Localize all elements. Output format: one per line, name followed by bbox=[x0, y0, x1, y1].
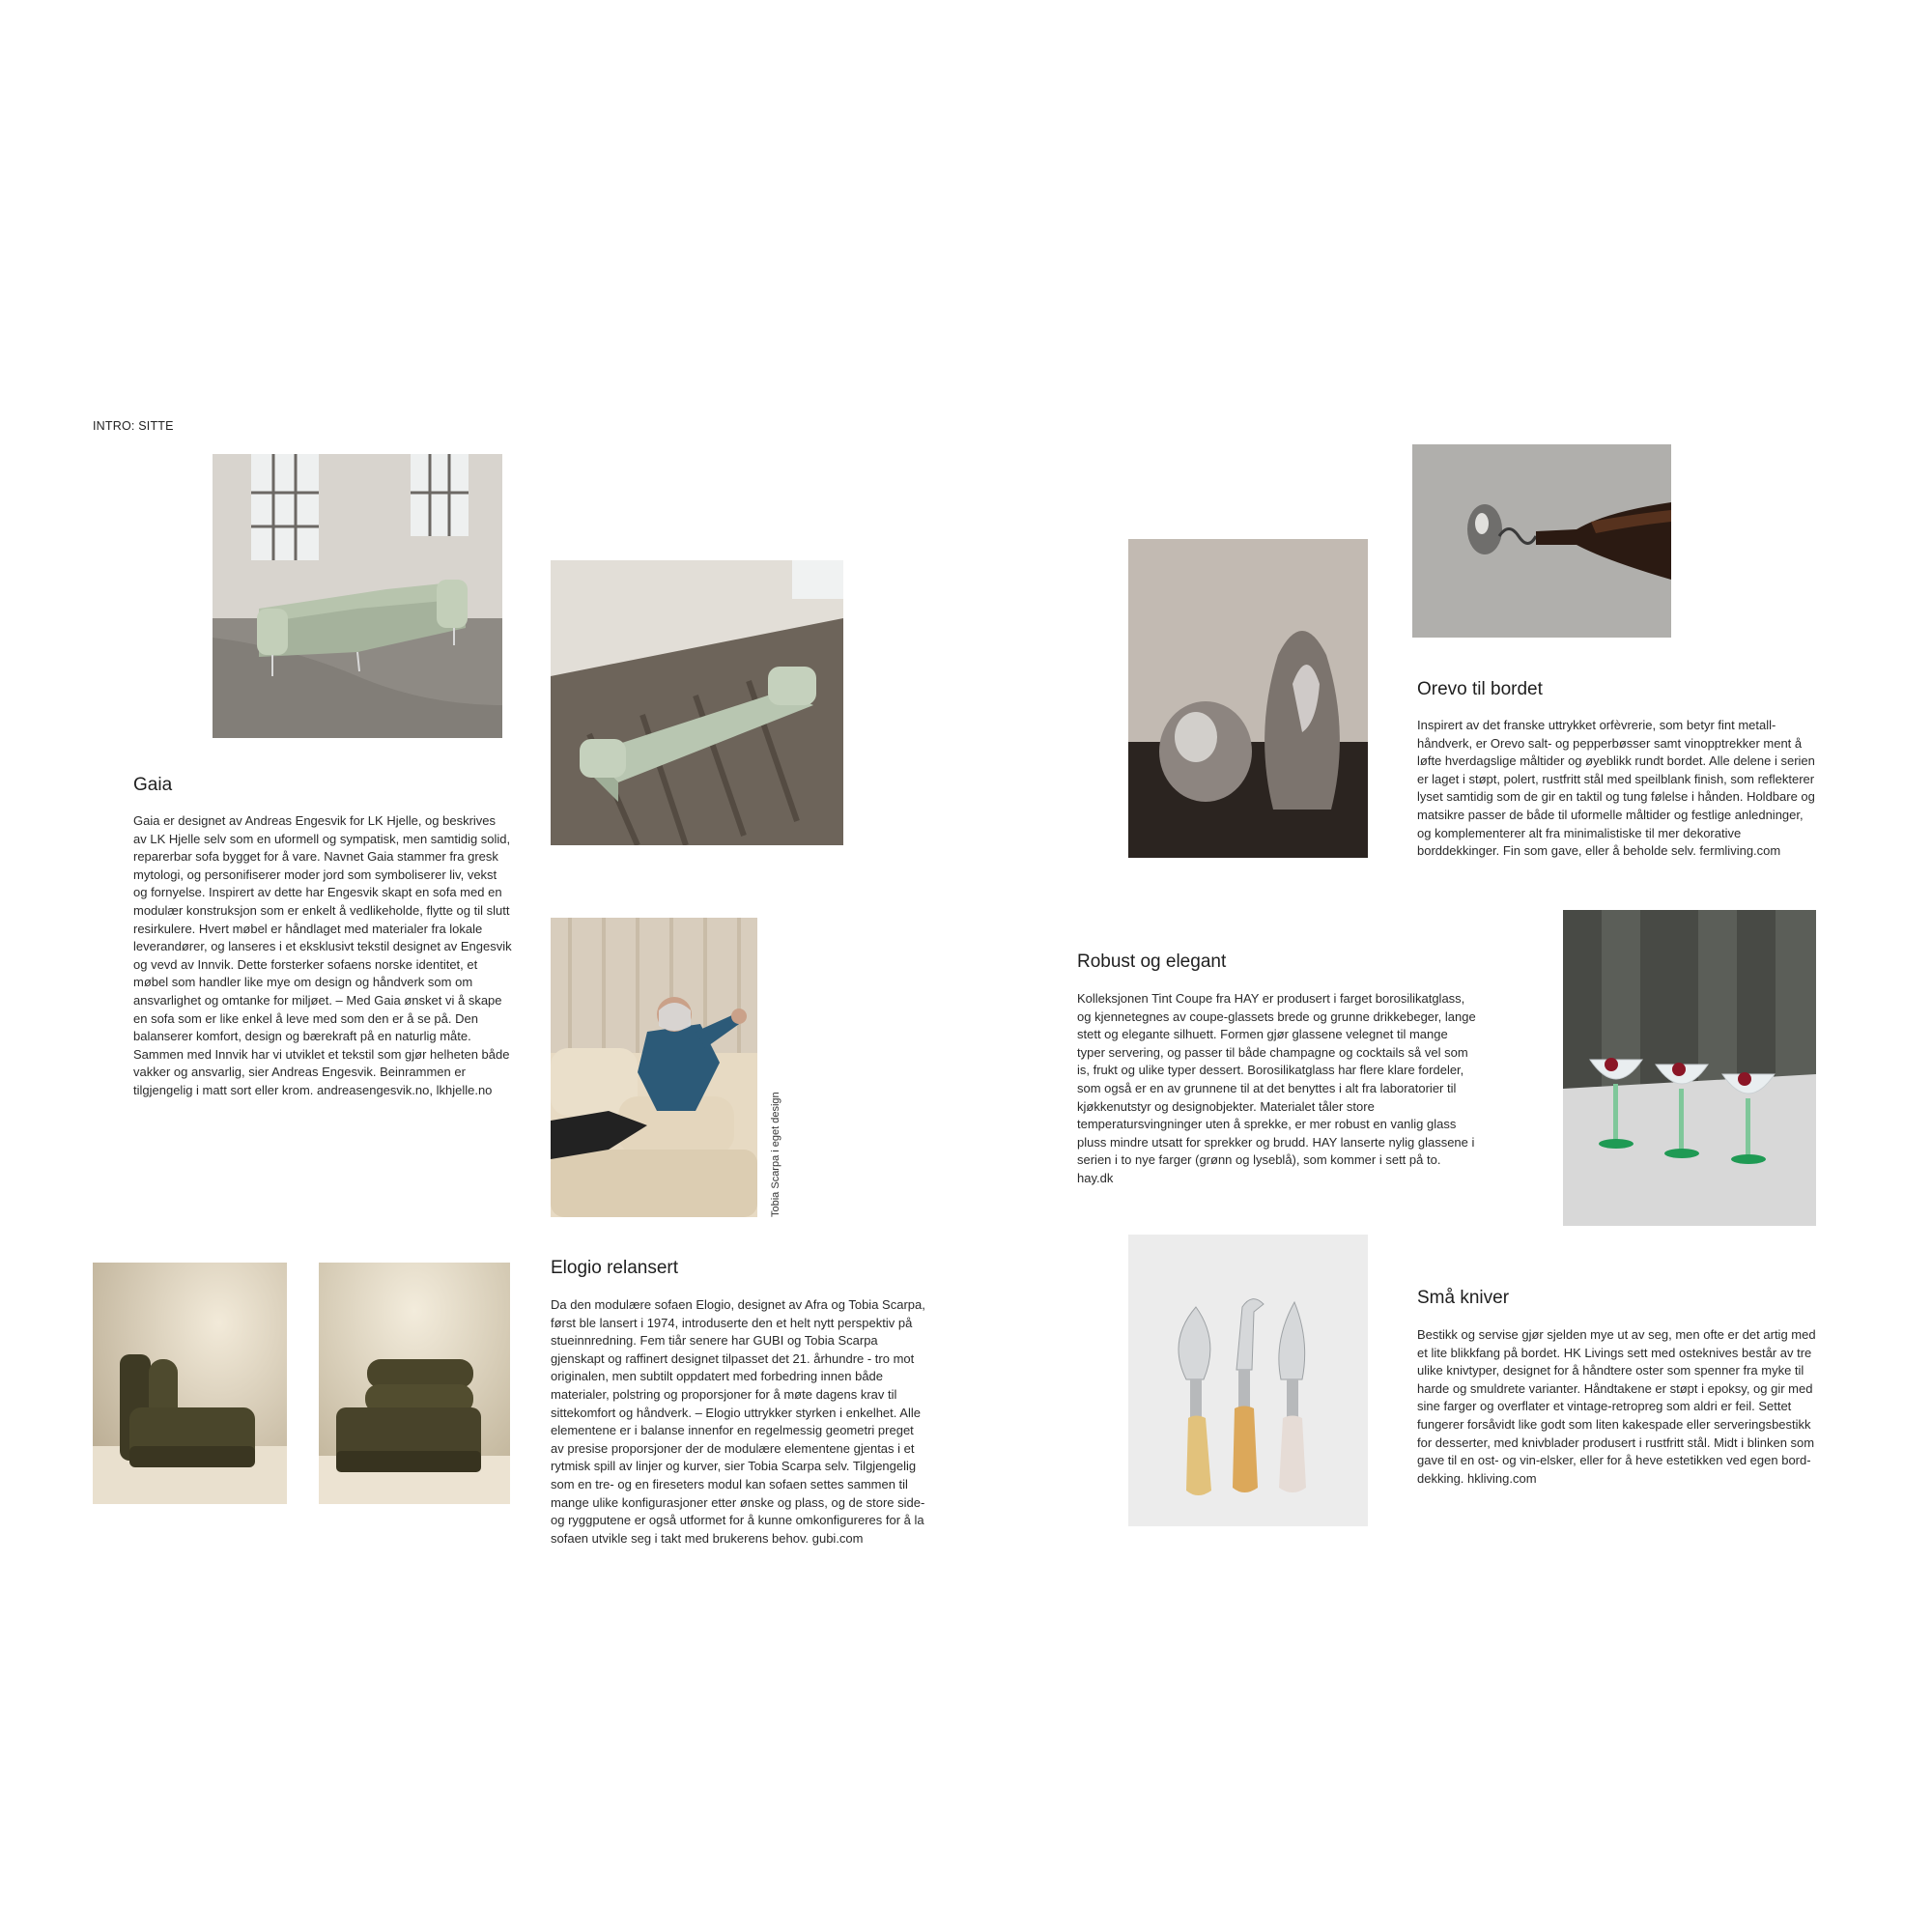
orevo-salt-pepper-photo bbox=[1128, 539, 1368, 858]
robust-body: Kolleksjonen Tint Coupe fra HAY er produsert i farget borosilikatglass, og kjennetegnes av coupe-glassets brede og grunne drikkebeger, lange stett og elegante silhuett. Formen gjør glassene velegnet til mange typer servering, og passer til både champagne og cocktails så vel som is, frukt og ulike typer dessert. Borosilikatglass har flere klare fordeler, som også er en av grunnene til at det benyttes i alt fra laboratorier til kjøkkenutstyr og designobjekter. Materialet tåler store temperatursvingninger uten å sprekke, er mer robust en vanlig glass pluss mindre utsatt for sprekker og brudd. HAY lanserte nylig glassene i serien i to nye farger (grønn og lyseblå), som kommer i sett på to. hay.dk bbox=[1077, 991, 1476, 1185]
gaia-sofa-photo-front bbox=[213, 454, 502, 738]
orevo-body: Inspirert av det franske uttrykket orfèvrerie, som betyr fint metall-håndverk, er Orevo salt- og pepperbøsser samt vinopptrekker ment å løfte hverdagslige måltider og øyeblikk rundt bordet. Alle delene i serien er laget i støpt, polert, rustfritt stål med speilblank finish, som reflekterer lyset samtidig som de gir en taktil og tung følelse i hånden. Holdbare og matsikre passer de både til uformelle måltider og festlige anledninger, og komplementerer alt fra minimalistiske til mer dekorative borddekkinger. Fin som gave, eller å beholde selv. fermliving.com bbox=[1417, 718, 1815, 859]
elogio-body: Da den modulære sofaen Elogio, designet av Afra og Tobia Scarpa, først ble lansert i 1974, introduserte den et helt nytt perspektiv på stueinnredning. Fem tiår senere har GUBI og Tobia Scarpa gjenskapt og raffinert designet tilpasset det 21. århundre - tro mot originalen, men subtilt oppdatert med forbedring innen både materialer, polstring og proporsjoner for å møte dagens krav til sittekomfort og håndverk. – Elogio uttrykker styrken i enkelhet. Alle elementene er i balanse innenfor en regelmessig geometri preget av presise proporsjoner der de modulære elementene gjentas i et rytmisk spill av linjer og kurver, sier Tobia Scarpa selv. Tilgjengelig som en tre- og en fireseters modul kan sofaen settes sammen til mange ulike konfigurasjoner etter ønske og plass, og de store side- og ryggputene er også utformet for å kunne omkonfigureres for å la sofaen utvikle seg i takt med brukerens behov. gubi.com bbox=[551, 1297, 925, 1546]
orevo-title: Orevo til bordet bbox=[1417, 679, 1543, 699]
hay-coupe-glasses-photo bbox=[1563, 910, 1816, 1226]
knives-body: Bestikk og servise gjør sjelden mye ut av seg, men ofte er det artig med et lite blikkfang på bordet. HK Livings sett med osteknives består av tre ulike knivtyper, designet for å håndtere oster som spenner fra myke til harde og smuldrete varianter. Håndtakene er støpt i epoksy, og gir med sine farger og overflater et vintage-retropreg som aldri er feil. Settet fungerer forsåvidt like godt som liten kakespade eller serveringsbestikk for desserter, med knivblader produsert i rustfritt stål. Midt i blinken som gave til en ost- og vin-elsker, eller for å heve estetikken ved egen bord-dekking. hkliving.com bbox=[1417, 1327, 1816, 1486]
elogio-chair-photo-right bbox=[319, 1263, 510, 1504]
tobia-photo-caption: Tobia Scarpa i eget design bbox=[770, 1092, 781, 1217]
robust-title: Robust og elegant bbox=[1077, 952, 1227, 972]
gaia-body: Gaia er designet av Andreas Engesvik for LK Hjelle, og beskrives av LK Hjelle selv som en uformell og sympatisk, men samtidig solid, reparerbar sofa bygget for å vare. Navnet Gaia stammer fra gresk mytologi, og personifiserer moder jord som symboliserer liv, vekst og fornyelse. Inspirert av dette har Engesvik skapt en sofa med en modulær konstruksjon som er enkelt å vedlikeholde, flytte og til slutt resirkulere. Hvert møbel er håndlaget med materialer fra lokale leverandører, og lanseres i et eksklusivt tekstil designet av Engesvik og vevd av Innvik. Dette forsterker sofaens norske identitet, et møbel som handler like mye om design og håndverk som om ansvarlighet og omtanke for miljøet. – Med Gaia ønsket vi å skape en sofa som er like enkel å leve med som den er å se på. Den balanserer komfort, design og bærekraft på en naturlig måte. Sammen med Innvik har vi utviklet et tekstil som gjør helheten både vakker og ansvarlig, sier Andreas Engesvik. Beinrammen er tilgjengelig i matt sort eller krom. andreasengesvik.no, lkhjelle.no bbox=[133, 813, 512, 1097]
orevo-wine-opener-photo bbox=[1412, 444, 1671, 638]
elogio-chair-photo-left bbox=[93, 1263, 287, 1504]
section-label: INTRO: SITTE bbox=[93, 419, 174, 433]
gaia-title: Gaia bbox=[133, 775, 173, 795]
hk-living-cheese-knives-photo bbox=[1128, 1235, 1368, 1526]
tobia-scarpa-portrait bbox=[551, 918, 757, 1217]
gaia-sofa-photo-top bbox=[551, 560, 843, 845]
elogio-title: Elogio relansert bbox=[551, 1258, 679, 1278]
knives-title: Små kniver bbox=[1417, 1288, 1510, 1308]
